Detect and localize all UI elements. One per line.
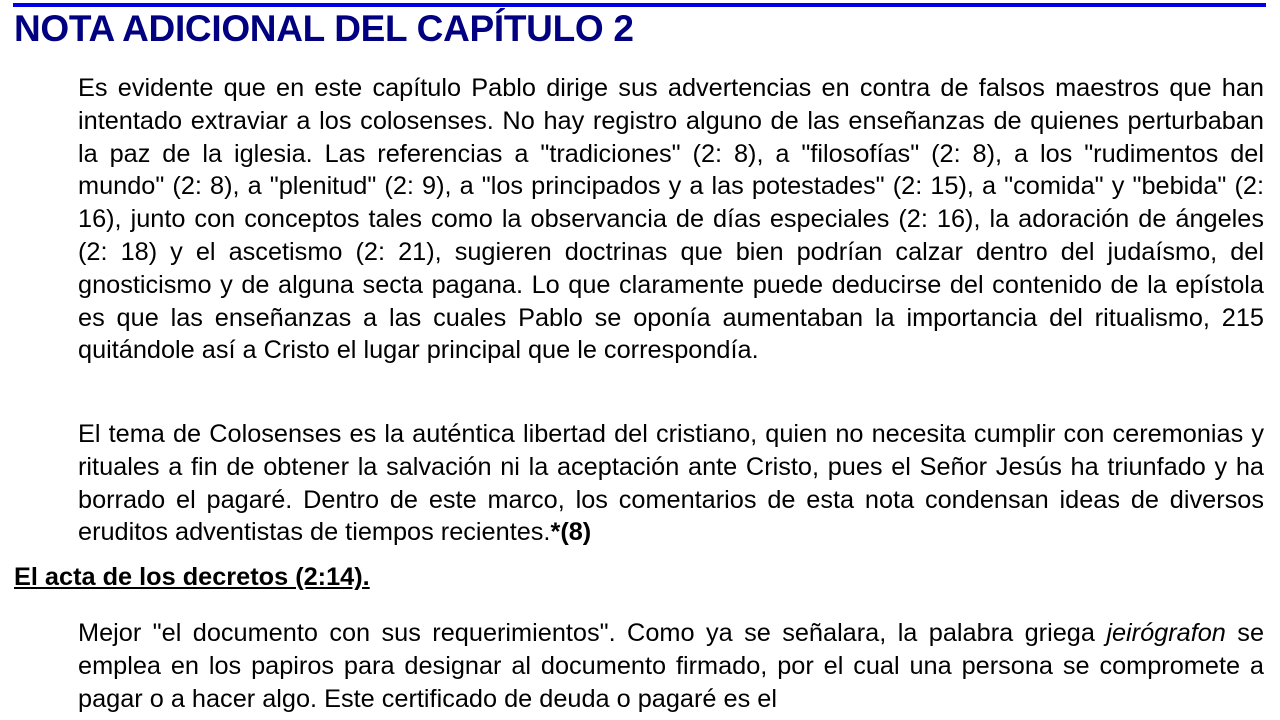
section-heading: El acta de los decretos (2:14). (14, 563, 370, 591)
top-rule (13, 3, 1266, 7)
paragraph-intro: Es evidente que en este capítulo Pablo dirige sus advertencias en contra de falsos maestros que han intentado extraviar a los colosenses. No hay registro alguno de las enseñanzas de quienes perturbaban la paz de la iglesia. Las referencias a "tradiciones" (2: 8), a "filosofías" (2: 8), a los "rudimentos del mundo" (2: 8), a "plenitud" (2: 9), a "los principados y a las potestades" (2: 15), a "comida" y "bebida" (2: 16), junto con conceptos tales como la observancia de días especiales (2: 16), la adoración de ángeles (2: 18) y el ascetismo (2: 21), sugieren doctrinas que bien podrían calzar dentro del judaísmo, del gnosticismo y de alguna secta pagana. Lo que claramente puede deducirse del contenido de la epístola es que las enseñanzas a las cuales Pablo se oponía aumentaban la importancia del ritualismo, 215 quitándole así a Cristo el lugar principal que le correspondía. (78, 74, 1264, 365)
paragraph-theme (78, 418, 1264, 549)
paragraph-acta (78, 617, 1264, 715)
paragraph-theme-text: El tema de Colosenses es la auténtica libertad del cristiano, quien no necesita cumplir con ceremonias y rituales a fin de obtener la salvación ni la aceptación ante Cristo, pues el Señor Jesús ha triunfado y ha borrado el pagaré. Dentro de este marco, los comentarios de esta nota condensan ideas de diversos eruditos adventistas de tiempos recientes. (78, 420, 1264, 547)
paragraph-acta-end: se emplea en los papiros para designar al documento firmado, por el cual una persona se compromete a pagar o a hacer algo. Este certificado de deuda o pagaré es el (78, 619, 1265, 713)
paragraph-acta-start: Mejor "el documento con sus requerimientos". Como ya se señalara, la palabra griega (78, 619, 1107, 647)
chapter-title: NOTA ADICIONAL DEL CAPÍTULO 2 (14, 8, 634, 49)
footnote-reference: *(8) (550, 518, 592, 547)
greek-term: jeirógrafon (1106, 619, 1226, 647)
